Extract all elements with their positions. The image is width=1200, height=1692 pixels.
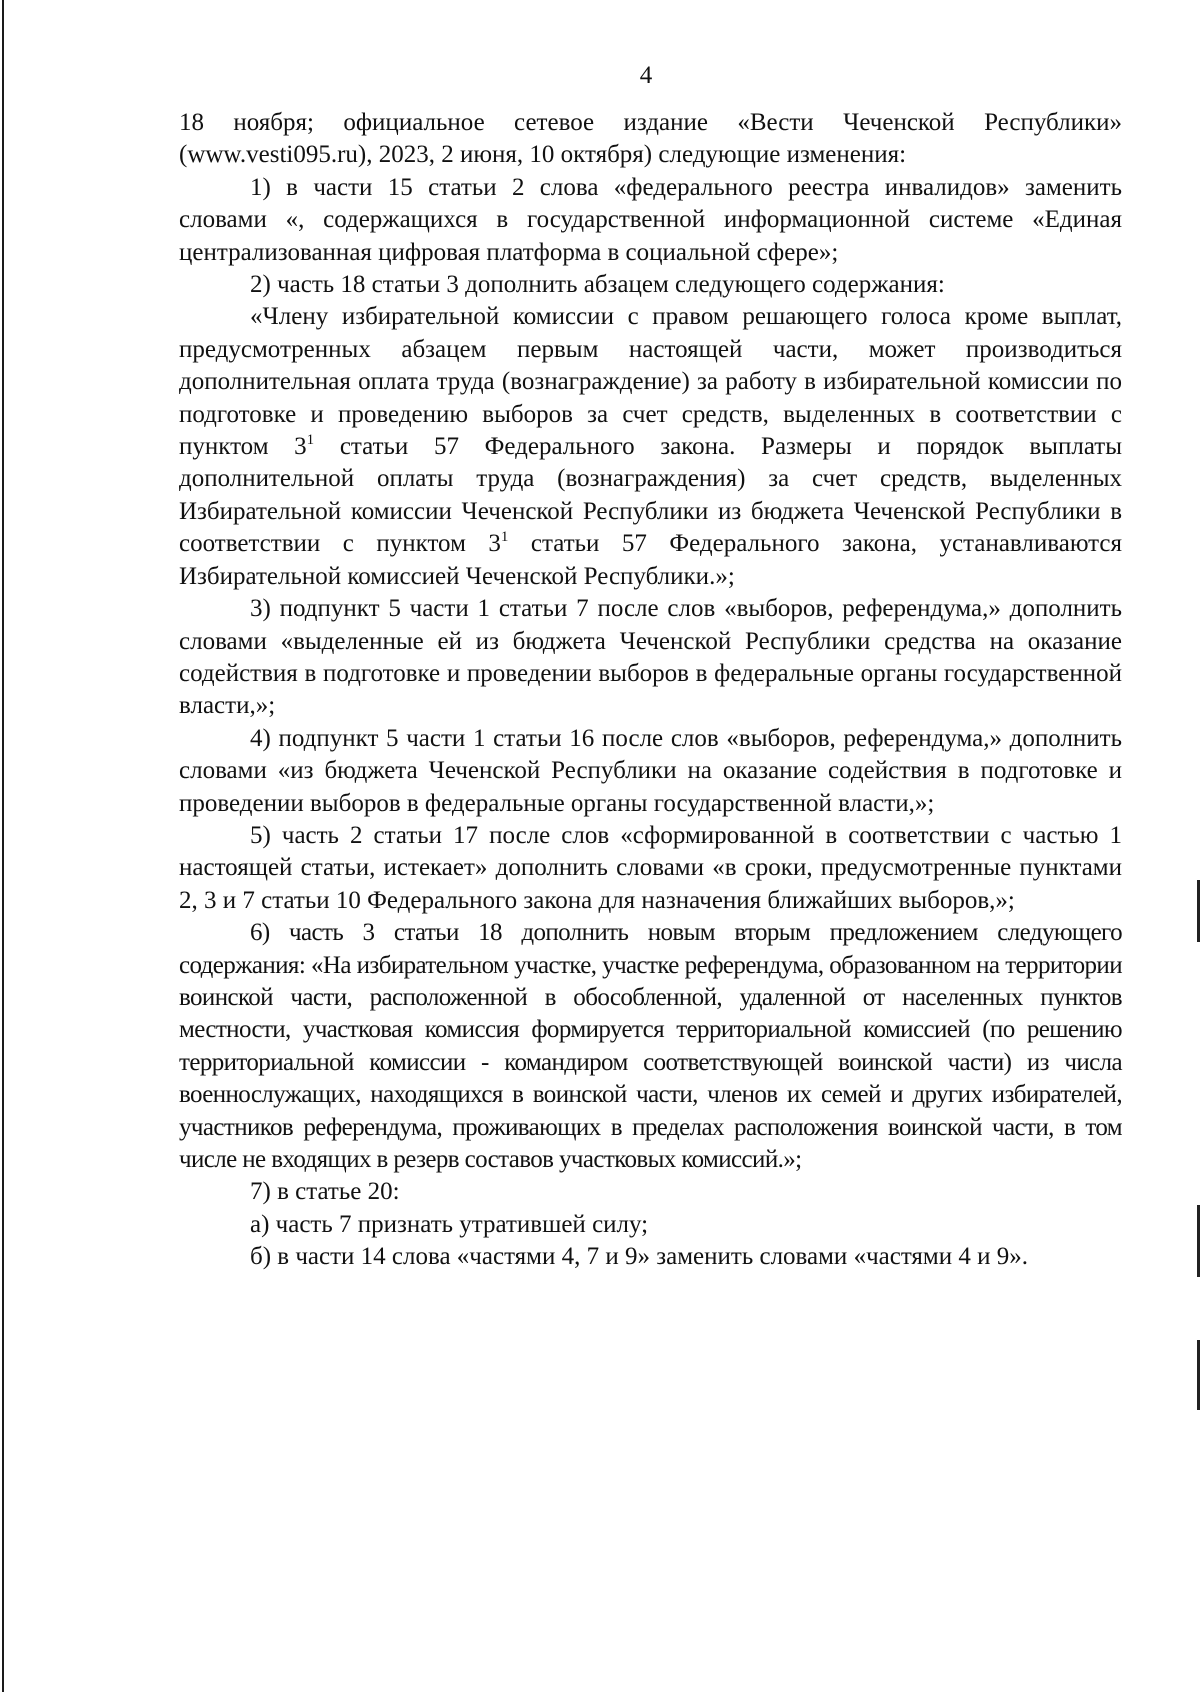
- paragraph-text: б) в части 14 слова «частями 4, 7 и 9» заменить словами «частями 4 и 9».: [250, 1243, 1029, 1271]
- paragraph-text: 18 ноября; официальное сетевое издание «Вести Чеченской Республики» (www.vesti095.ru), 2023, 2 июня, 10 октября) следующие изменения:: [179, 109, 1122, 169]
- paragraph-text: статьи 57 Федерального закона, устанавливаются Избирательной комиссией Чеченской Республики.»;: [179, 530, 1123, 590]
- paragraph-text: 1) в части 15 статьи 2 слова «федерального реестра инвалидов» заменить словами «, содержащихся в государственной информационной системе «Единая централизованная цифровая платформа в социальной сфере»;: [179, 173, 1122, 266]
- quoted-paragraph: [179, 301, 1122, 593]
- paragraph-text: 4) подпункт 5 части 1 статьи 16 после слов «выборов, референдума,» дополнить словами «из бюджета Чеченской Республики на оказание содействия в подготовке и проведении выборов в федеральные органы государственной власти,»;: [179, 724, 1122, 817]
- amendment-item-1: [179, 172, 1122, 269]
- paragraph-text: а) часть 7 признать утратившей силу;: [250, 1210, 649, 1238]
- amendment-item-3: [179, 593, 1122, 723]
- paragraph-text: «Члену избирательной комиссии с правом решающего голоса кроме выплат, предусмотренных абзацем первым настоящей части, может производиться дополнительная оплата труда (вознаграждение) за работу в избирательной комиссии по подготовке и проведению выборов за счет средств, выделенных в соответствии с пунктом 3: [179, 303, 1122, 461]
- amendment-item-2: [179, 269, 1122, 301]
- paragraph-text: 5) часть 2 статьи 17 после слов «сформированной в соответствии с частью 1 настоящей статьи, истекает» дополнить словами «в сроки, предусмотренные пунктами 2, 3 и 7 статьи 10 Федерального закона для назначения ближайших выборов,»;: [179, 821, 1122, 914]
- paragraph-continuation: [179, 107, 1122, 172]
- paragraph-text: 2) часть 18 статьи 3 дополнить абзацем следующего содержания:: [250, 271, 945, 299]
- page-number: 4: [639, 62, 653, 89]
- amendment-item-4: [179, 723, 1122, 820]
- amendment-subitem-b: [179, 1241, 1122, 1273]
- superscript: 1: [500, 529, 509, 546]
- amendment-subitem-a: [179, 1209, 1122, 1241]
- amendment-item-5: [179, 820, 1122, 917]
- document-body: [179, 107, 1122, 1274]
- paragraph-text: 7) в статье 20:: [250, 1178, 400, 1206]
- paragraph-text: 3) подпункт 5 части 1 статьи 7 после слов «выборов, референдума,» дополнить словами «выделенные ей из бюджета Чеченской Республики средства на оказание содействия в подготовке и проведении выборов в федеральные органы государственной власти,»;: [179, 595, 1122, 720]
- amendment-item-6: [179, 917, 1122, 1176]
- paragraph-text: 6) часть 3 статьи 18 дополнить новым вторым предложением следующего содержания: «На избирательном участке, участке референдума, образованном на территории воинской части, расположенной в обособленной, удаленной от населенных пунктов местности, участковая комиссия формируется территориальной комиссией (по решению территориальной комиссии - командиром соответствующей воинской части) из числа военнослужащих, находящихся в воинской части, членов их семей и других избирателей, участников референдума, проживающих в пределах расположения воинской части, в том числе не входящих в резерв составов участковых комиссий.»;: [179, 919, 1122, 1173]
- amendment-item-7: [179, 1176, 1122, 1208]
- paragraph-text: статьи 57 Федерального закона. Размеры и порядок выплаты дополнительной оплаты труда (вознаграждения) за счет средств, выделенных Избирательной комиссии Чеченской Республики из бюджета Чеченской Республики в соответствии с пунктом 3: [179, 433, 1122, 558]
- scan-edge-left: [2, 0, 4, 1692]
- superscript: 1: [306, 432, 315, 449]
